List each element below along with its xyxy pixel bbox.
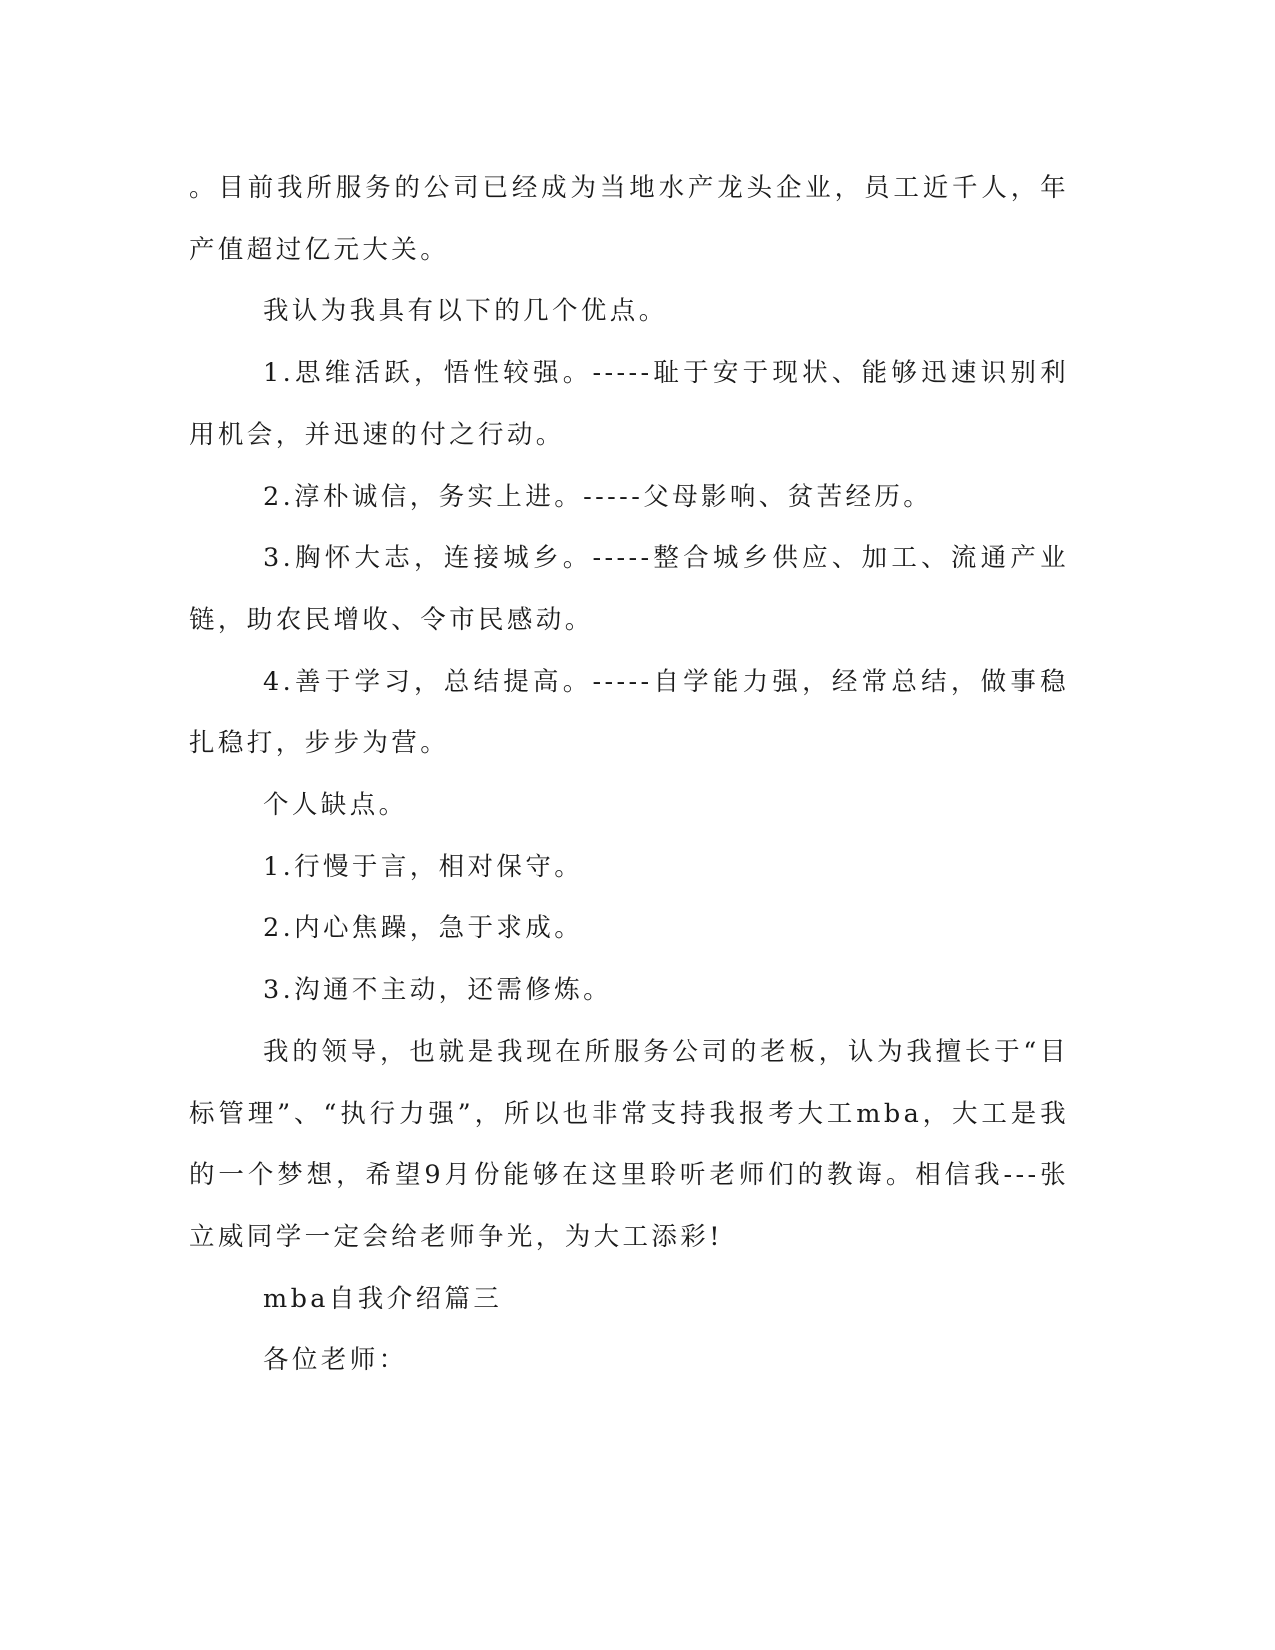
section-heading: mba自我介绍篇三 <box>263 1283 503 1314</box>
paragraph-company-intro: 。目前我所服务的公司已经成为当地水产龙头企业，员工近千人，年产值超过亿元大关。 <box>189 173 1069 265</box>
paragraph-weakness-2: 2.内心焦躁，急于求成。 <box>263 913 584 944</box>
paragraph-strength-4: 4.善于学习，总结提高。-----自学能力强，经常总结，做事稳扎稳打，步步为营。 <box>189 666 1069 759</box>
paragraph-strength-2: 2.淳朴诚信，务实上进。-----父母影响、贫苦经历。 <box>263 481 933 512</box>
paragraph-leader-opinion: 我的领导，也就是我现在所服务公司的老板，认为我擅长于“目标管理”、“执行力强”，所以也非常支持我报考大工mba，大工是我的一个梦想，希望9月份能够在这里聆听老师们的教诲。相信我---张立威同学一定会给老师争光，为大工添彩! <box>189 1036 1069 1252</box>
paragraph-weaknesses-heading: 个人缺点。 <box>263 790 408 821</box>
paragraph-salutation: 各位老师： <box>263 1345 408 1376</box>
paragraph-weakness-3: 3.沟通不主动，还需修炼。 <box>263 975 613 1006</box>
paragraph-strength-3: 3.胸怀大志，连接城乡。-----整合城乡供应、加工、流通产业链，助农民增收、令市民感动。 <box>189 543 1069 635</box>
paragraph-strength-1: 1.思维活跃，悟性较强。-----耻于安于现状、能够迅速识别利用机会，并迅速的付之行动。 <box>189 358 1069 450</box>
paragraph-strengths-heading: 我认为我具有以下的几个优点。 <box>263 296 668 327</box>
paragraph-weakness-1: 1.行慢于言，相对保守。 <box>263 851 584 882</box>
document-body <box>189 158 1069 1392</box>
